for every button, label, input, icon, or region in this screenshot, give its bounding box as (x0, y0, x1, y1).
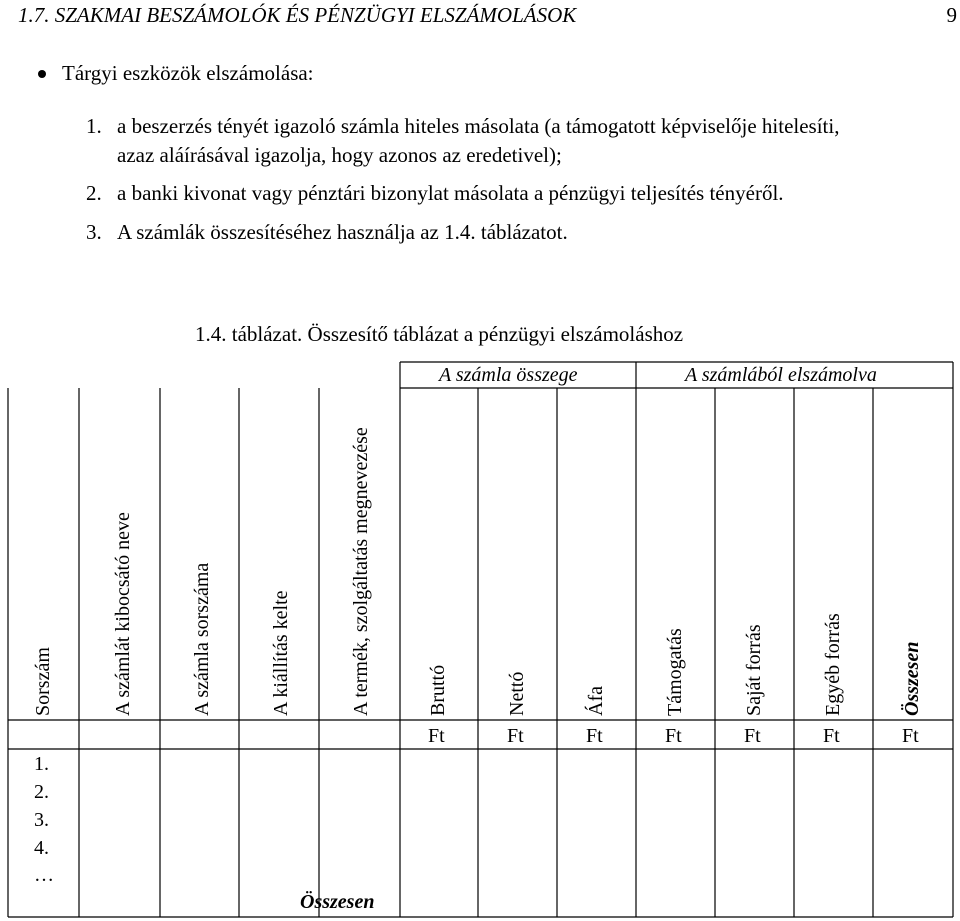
unit-cell: Ft (586, 725, 603, 747)
unit-cell: Ft (428, 725, 445, 747)
row-number: … (34, 864, 54, 886)
unit-cell: Ft (507, 725, 524, 747)
column-header-issuer: A számlát kibocsátó neve (112, 512, 134, 716)
row-number: 2. (34, 781, 49, 803)
list-item-number: 1. (86, 114, 102, 138)
column-header-own-source: Saját forrás (743, 624, 765, 716)
list-item-text: a banki kivonat vagy pénztári bizonylat másolata a pénzügyi teljesítés tényéről. (117, 181, 784, 205)
list-item-text: a beszerzés tényét igazoló számla hiteles másolata (a támogatott képviselője hitelesíti, (117, 114, 840, 138)
group-header-settled: A számlából elszámolva (685, 364, 877, 386)
row-number: 4. (34, 837, 49, 859)
column-header-vat: Áfa (585, 686, 607, 716)
column-header-issue-date: A kiállítás kelte (270, 590, 292, 716)
column-header-other-source: Egyéb forrás (822, 613, 844, 716)
bullet-text: Tárgyi eszközök elszámolása: (62, 61, 314, 85)
row-number: 1. (34, 753, 49, 775)
list-item-number: 2. (86, 181, 102, 205)
list-item-number: 3. (86, 220, 102, 244)
column-header-product-name: A termék, szolgáltatás megnevezése (350, 427, 372, 716)
column-header-gross: Bruttó (427, 664, 449, 716)
table-caption: 1.4. táblázat. Összesítő táblázat a pénzügyi elszámoláshoz (195, 322, 684, 346)
column-header-total: Összesen (901, 641, 923, 716)
column-header-serial: Sorszám (32, 647, 54, 716)
unit-cell: Ft (823, 725, 840, 747)
list-item-text: A számlák összesítéséhez használja az 1.4. táblázatot. (117, 220, 568, 244)
page-number: 9 (946, 3, 957, 27)
column-header-net: Nettó (506, 671, 528, 716)
column-header-invoice-number: A számla sorszáma (191, 562, 213, 716)
row-number: 3. (34, 809, 49, 831)
total-row-label: Összesen (300, 891, 375, 913)
page-header-title: 1.7. SZAKMAI BESZÁMOLÓK ÉS PÉNZÜGYI ELSZÁMOLÁSOK (18, 3, 577, 27)
unit-cell: Ft (744, 725, 761, 747)
unit-cell: Ft (902, 725, 919, 747)
list-item-text-continued: azaz aláírásával igazolja, hogy azonos az eredetivel); (117, 143, 562, 167)
group-header-invoice-amount: A számla összege (439, 364, 578, 386)
unit-cell: Ft (665, 725, 682, 747)
column-header-support: Támogatás (664, 628, 686, 716)
